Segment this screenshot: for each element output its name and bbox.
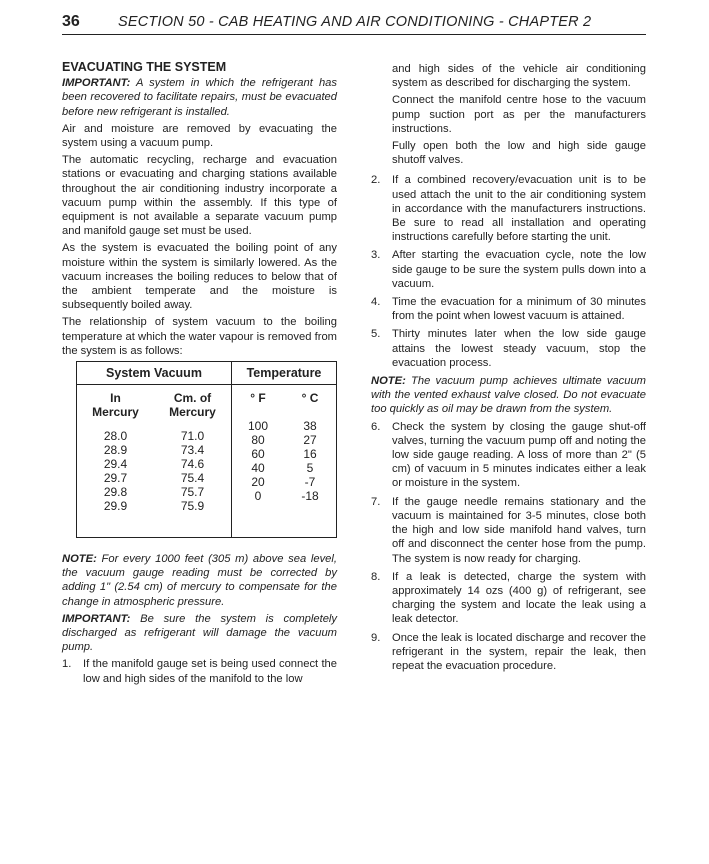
- important-note-2: [62, 612, 337, 655]
- vacuum-cell: [77, 385, 232, 538]
- col-header-in-mercury: In Mercury: [92, 391, 139, 420]
- list-number: 3.: [371, 249, 381, 262]
- table-cell-value: 28.0: [103, 429, 128, 444]
- list-item-1-continued: Fully open both the low and high side gauge shutoff valves.: [392, 140, 646, 167]
- fahrenheit-values: [232, 419, 284, 503]
- list-item-9: [371, 631, 646, 674]
- table-cell-value: 29.9: [103, 499, 128, 514]
- list-number: 6.: [371, 420, 381, 433]
- list-text: Thirty minutes later when the low side gauge attains the lowest steady vacuum, stop the evacuation process.: [392, 328, 646, 369]
- table-cell-value: -18: [301, 489, 319, 504]
- note-label: NOTE:: [62, 553, 97, 566]
- list-number: 2.: [371, 174, 381, 187]
- vacuum-pump-note: [371, 374, 646, 417]
- table-cell-value: 80: [251, 433, 265, 448]
- temperature-cell: [232, 385, 337, 538]
- paragraph: The relationship of system vacuum to the boiling temperature at which the water vapour is removed from the system is as follows:: [62, 316, 337, 357]
- section-heading: EVACUATING THE SYSTEM: [62, 60, 227, 74]
- fahrenheit-column: [232, 385, 284, 503]
- table-cell-value: 20: [251, 475, 265, 490]
- cm-mercury-values: [154, 429, 231, 513]
- table-cell-value: 40: [251, 461, 265, 476]
- list-item-3: [371, 248, 646, 291]
- list-text: If the manifold gauge set is being used connect the low and high sides of the manifold to the low: [83, 658, 337, 685]
- altitude-note: [62, 552, 337, 609]
- table-cell-value: 71.0: [180, 429, 205, 444]
- list-item-1: [62, 657, 337, 685]
- page-header: [62, 12, 646, 35]
- table-cell-value: 60: [251, 447, 265, 462]
- list-text: After starting the evacuation cycle, note the low side gauge to be sure the system pulls down into a vacuum.: [392, 249, 646, 290]
- list-item-1-continued: and high sides of the vehicle air conditioning system as described for discharging the system.: [392, 63, 646, 90]
- list-item-8: [371, 570, 646, 627]
- table-cell-value: 74.6: [180, 457, 205, 472]
- celsius-values: [284, 419, 336, 503]
- table-cell-value: 38: [303, 419, 317, 434]
- vacuum-temperature-table: [76, 361, 337, 538]
- list-number: 1.: [62, 658, 72, 671]
- table-header-vacuum: System Vacuum: [77, 362, 232, 385]
- important-label: IMPORTANT:: [62, 77, 131, 90]
- in-mercury-column: [77, 385, 154, 513]
- list-number: 7.: [371, 495, 381, 508]
- cm-mercury-column: [154, 385, 231, 513]
- note-label: NOTE:: [371, 375, 406, 388]
- paragraph: As the system is evacuated the boiling point of any moisture within the system is similarly lowered. As the vacuum increases the boiling reduces to below that of the ambient temperate and the moisture is subsequently boiled away.: [62, 242, 337, 312]
- list-number: 4.: [371, 296, 381, 309]
- list-item-7: [371, 495, 646, 566]
- list-number: 8.: [371, 570, 381, 583]
- list-text: Check the system by closing the gauge shut-off valves, turning the vacuum pump off and noting the low side gauge reading. A loss of more than 2" (5 cm) of vacuum in 5 minutes indicates either a leak or moisture in the system.: [392, 420, 646, 490]
- list-item-6: [371, 420, 646, 491]
- list-text: If a combined recovery/evacuation unit is to be used attach the unit to the air conditioning system in accordance with the manufacturers instructions. Be sure to read all installation and operating instructions carefully before starting the unit.: [392, 174, 646, 244]
- table-header-temperature: Temperature: [232, 362, 337, 385]
- important-text: Be sure the system is completely discharged as refrigerant will damage the vacuum pump.: [62, 612, 337, 654]
- important-note-1: [62, 76, 337, 119]
- list-number: 5.: [371, 328, 381, 341]
- paragraph: The automatic recycling, recharge and evacuation stations or evacuating and charging stations available throughout the air conditioning industry incorporate a vacuum pump within the assembly. If this type of equipment is not available a separate vacuum pump and manifold gauge set must be used.: [62, 154, 337, 238]
- table-cell-value: 75.7: [180, 485, 205, 500]
- important-label: IMPORTANT:: [62, 612, 131, 625]
- list-text: Time the evacuation for a minimum of 30 minutes from the point when lowest vacuum is attained.: [392, 296, 646, 323]
- table-cell-value: 27: [303, 433, 317, 448]
- table-cell-value: 73.4: [180, 443, 205, 458]
- table-cell-value: 29.7: [103, 471, 128, 486]
- table-cell-value: 16: [303, 447, 317, 462]
- table-cell-value: 75.4: [180, 471, 205, 486]
- table-cell-value: 0: [254, 489, 262, 504]
- col-header-fahrenheit: ° F: [250, 391, 266, 406]
- list-text: Once the leak is located discharge and recover the refrigerant in the system, repair the leak, then repeat the evacuation procedure.: [392, 631, 646, 672]
- right-column: [371, 62, 646, 677]
- table-cell-value: -7: [304, 475, 316, 490]
- list-item-5: [371, 327, 646, 370]
- list-text: If a leak is detected, charge the system with approximately 14 ozs (400 g) of refrigerant, see charging the system and locate the leak using a leak detector.: [392, 570, 646, 626]
- page-number: 36: [62, 13, 80, 30]
- table-cell-value: 5: [306, 461, 314, 476]
- note-text: For every 1000 feet (305 m) above sea level, the vacuum gauge reading must be corrected by adding 1" (2.54 cm) of mercury to compensate for the change in atmospheric pressure.: [62, 553, 337, 608]
- table-cell-value: 29.8: [103, 485, 128, 500]
- in-mercury-values: [77, 429, 154, 513]
- list-number: 9.: [371, 631, 381, 644]
- list-item-1-continued: Connect the manifold centre hose to the vacuum pump suction port as per the manufacturers instructions.: [392, 94, 646, 135]
- paragraph: Air and moisture are removed by evacuating the system using a vacuum pump.: [62, 122, 337, 150]
- list-item-4: [371, 295, 646, 323]
- important-text: A system in which the refrigerant has been recovered to facilitate repairs, must be evacuated before new refrigerant is installed.: [62, 77, 337, 118]
- table-cell-value: 100: [247, 419, 269, 434]
- section-title: SECTION 50 - CAB HEATING AND AIR CONDITIONING - CHAPTER 2: [118, 14, 592, 30]
- left-column: [62, 60, 337, 690]
- table-cell-value: 28.9: [103, 443, 128, 458]
- list-item-2: [371, 173, 646, 244]
- celsius-column: [284, 385, 336, 503]
- table-cell-value: 75.9: [180, 499, 205, 514]
- col-header-cm-mercury: Cm. of Mercury: [169, 391, 216, 420]
- table-cell-value: 29.4: [103, 457, 128, 472]
- col-header-celsius: ° C: [301, 391, 319, 406]
- list-text: If the gauge needle remains stationary and the vacuum is maintained for 3-5 minutes, close both the high and low side manifold hand valves, turn off and disconnect the center hose from the pump. The system is now ready for charging.: [392, 495, 646, 565]
- note-text: The vacuum pump achieves ultimate vacuum with the vented exhaust valve closed. Do not evacuate too quickly as oil may be drawn from the system.: [371, 375, 646, 416]
